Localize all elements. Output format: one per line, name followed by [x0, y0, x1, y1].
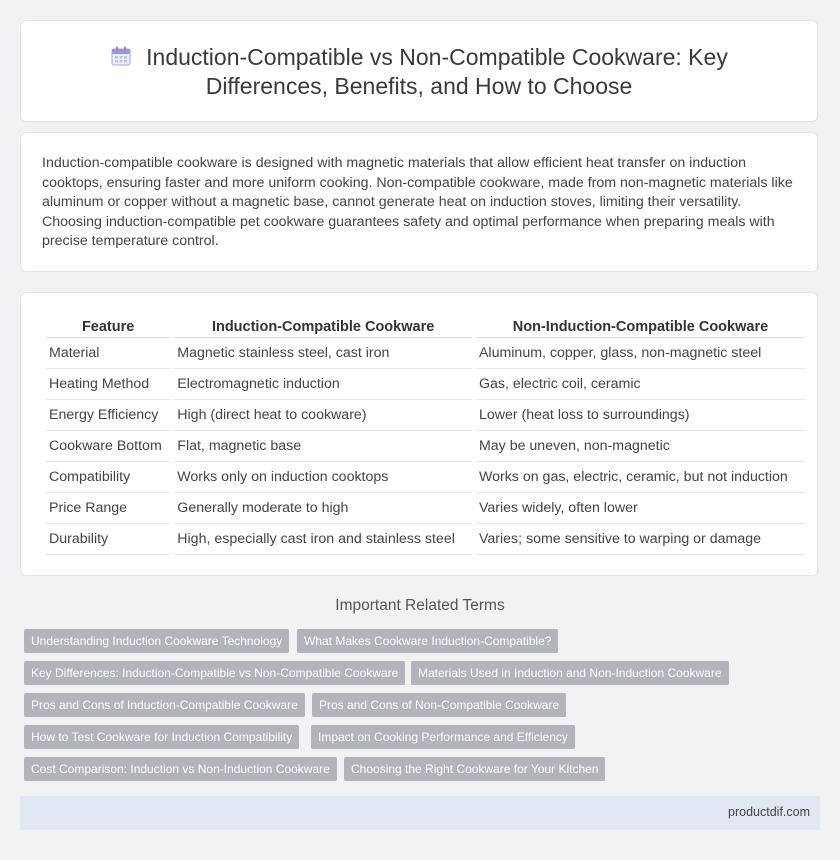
- table-cell: Price Range: [46, 493, 170, 524]
- table-row: [46, 400, 805, 431]
- table-cell: Energy Efficiency: [46, 400, 170, 431]
- table-cell: May be uneven, non-magnetic: [476, 431, 805, 462]
- header-card: [20, 20, 818, 122]
- related-term-link[interactable]: Materials Used in Induction and Non-Induction Cookware: [411, 661, 729, 685]
- table-cell: Material: [46, 338, 170, 369]
- table-row: [46, 524, 805, 555]
- related-term-link[interactable]: How to Test Cookware for Induction Compatibility: [24, 725, 299, 749]
- table-row: [46, 493, 805, 524]
- related-terms-heading: Important Related Terms: [335, 597, 505, 614]
- table-cell: Cookware Bottom: [46, 431, 170, 462]
- comparison-card: [20, 292, 818, 576]
- site-name[interactable]: productdif.com: [728, 805, 810, 819]
- table-cell: Works on gas, electric, ceramic, but not induction: [476, 462, 805, 493]
- table-cell: Generally moderate to high: [174, 493, 472, 524]
- table-cell: Varies; some sensitive to warping or damage: [476, 524, 805, 555]
- intro-card: [20, 132, 818, 272]
- table-row: [46, 338, 805, 369]
- table-cell: Works only on induction cooktops: [174, 462, 472, 493]
- related-term-link[interactable]: Choosing the Right Cookware for Your Kitchen: [344, 757, 605, 781]
- table-row: [46, 431, 805, 462]
- comparison-table: [42, 315, 809, 555]
- table-cell: Magnetic stainless steel, cast iron: [174, 338, 472, 369]
- column-header: Feature: [46, 315, 170, 338]
- table-cell: Aluminum, copper, glass, non-magnetic steel: [476, 338, 805, 369]
- column-header: Non-Induction-Compatible Cookware: [476, 315, 805, 338]
- table-row: [46, 369, 805, 400]
- column-header: Induction-Compatible Cookware: [174, 315, 472, 338]
- related-term-link[interactable]: Cost Comparison: Induction vs Non-Induction Cookware: [24, 757, 337, 781]
- table-cell: High, especially cast iron and stainless steel: [174, 524, 472, 555]
- table-cell: High (direct heat to cookware): [174, 400, 472, 431]
- related-term-link[interactable]: What Makes Cookware Induction-Compatible?: [297, 629, 558, 653]
- table-cell: Durability: [46, 524, 170, 555]
- table-cell: Gas, electric coil, ceramic: [476, 369, 805, 400]
- table-header-row: [46, 315, 805, 338]
- table-row: [46, 462, 805, 493]
- intro-paragraph: Induction-compatible cookware is designed with magnetic materials that allow efficient heat transfer on induction cooktops, ensuring faster and more uniform cooking. Non-compatible cookware, made from non-magnetic materials like aluminum or copper without a magnetic base, cannot generate heat on induction stoves, limiting their versatility. Choosing induction-compatible pet cookware guarantees safety and optimal performance when preparing meals with precise temperature control.: [42, 155, 793, 250]
- table-cell: Lower (heat loss to surroundings): [476, 400, 805, 431]
- related-term-link[interactable]: Understanding Induction Cookware Technology: [24, 629, 289, 653]
- page-title: [61, 43, 777, 101]
- page-title-text: Induction-Compatible vs Non-Compatible Cookware: Key Differences, Benefits, and How to Choose: [146, 44, 728, 99]
- table-cell: Compatibility: [46, 462, 170, 493]
- related-term-link[interactable]: Key Differences: Induction-Compatible vs Non-Compatible Cookware: [24, 661, 405, 685]
- table-cell: Electromagnetic induction: [174, 369, 472, 400]
- table-cell: Heating Method: [46, 369, 170, 400]
- calendar-icon: [110, 45, 132, 67]
- related-term-link[interactable]: Impact on Cooking Performance and Efficiency: [311, 725, 575, 749]
- footer-bar: [20, 796, 820, 830]
- table-cell: Varies widely, often lower: [476, 493, 805, 524]
- table-cell: Flat, magnetic base: [174, 431, 472, 462]
- related-term-link[interactable]: Pros and Cons of Non-Compatible Cookware: [312, 693, 566, 717]
- related-term-link[interactable]: Pros and Cons of Induction-Compatible Cookware: [24, 693, 305, 717]
